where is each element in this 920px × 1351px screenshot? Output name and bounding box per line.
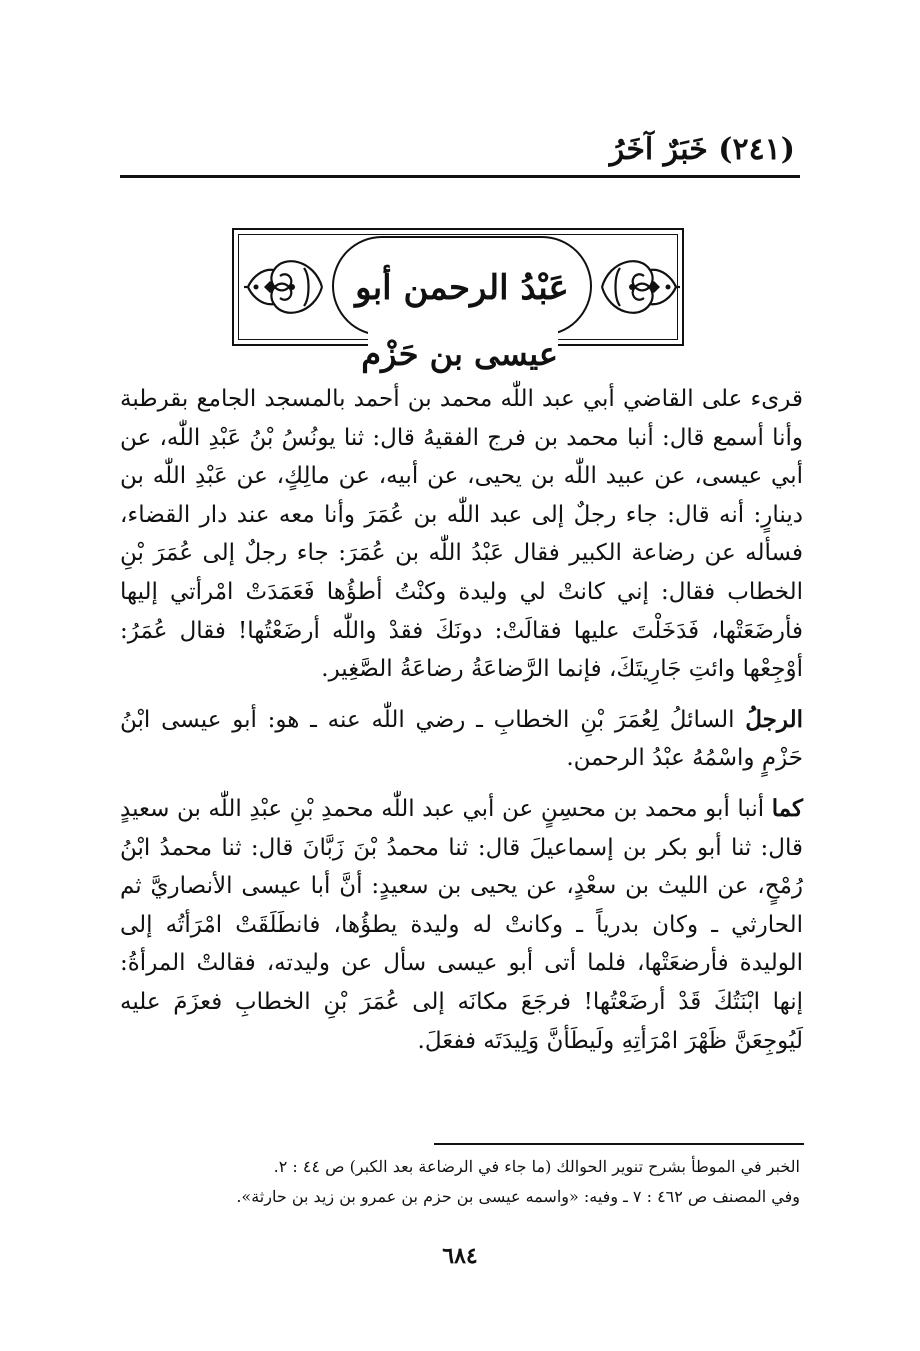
paragraph-1-text: قرىء على القاضي أبي عبد اللّٰه محمد بن أحمد بالمسجد الجامع بقرطبة وأنا أسمع قال: أنبا محمد بن فرج الفقيهُ قال: ثنا يونُسُ بْنُ عَبْدِ اللّٰه، عن أبي عيسى، عن عبيد اللّٰه بن يحيى، عن أبيه، عن مالِكٍ، عن عَبْدِ اللّٰه بن دينارٍ: أنه قال: جاء رجلٌ إلى عبد اللّٰه بن عُمَرَ وأنا معه عند دار القضاء، فسأله عن رضاعة الكبير فقال عَبْدُ اللّٰه بن عُمَرَ: جاء رجلٌ إلى عُمَرَ بْنِ الخطاب فقال: إني كانتْ لي وليدة وكنْتُ أطؤُها فَعَمَدَتْ امْرأتي إليها فأرضَعَتْها، فَدَخَلْتَ عليها فقالَتْ: دونَكَ فقدْ واللّٰه أرضَعْتُها! فقال عُمَرُ: أوْجِعْها وائتِ جَارِيتَكَ، فإنما الرَّضاعَةُ رضاعَةُ الصَّغِير. <box>120 386 803 683</box>
page-number: ٦٨٤ <box>442 1243 478 1269</box>
ornament-right-icon <box>596 248 680 326</box>
paragraph-3 <box>120 790 803 1060</box>
paragraph-1 <box>120 380 803 689</box>
paragraph-2 <box>120 701 803 778</box>
section-title-line-1: عَبْدُ الرحمن أبو <box>355 268 569 308</box>
footnote-rule <box>434 1143 804 1145</box>
footnote-1: الخبر في الموطأ بشرح تنوير الحوالك (ما جاء في الرضاعة بعد الكبر) ص ٤٤ : ٢. <box>273 1157 800 1176</box>
section-title-line-2: عيسى بن حَزْم <box>368 330 558 378</box>
paragraph-2-text: السائلُ لِعُمَرَ بْنِ الخطابِ ـ رضي اللّٰه عنه ـ هو: أبو عيسى ابْنُ حَزْمٍ واسْمُهُ عبْدُ الرحمن. <box>120 706 803 772</box>
running-head: (٢٤١) خَبَرٌ آخَرُ <box>609 132 795 167</box>
footnotes <box>120 1152 800 1212</box>
main-text <box>120 380 803 1060</box>
header-rule <box>120 175 800 178</box>
footnote-2: وفي المصنف ص ٤٦٢ : ٧ ـ وفيه: «واسمه عيسى بن حزم بن عمرو بن زيد بن حارثة». <box>236 1187 800 1206</box>
paragraph-3-lead: كما <box>771 794 803 822</box>
paragraph-3-text: أنبا أبو محمد بن محسِنٍ عن أبي عبد اللّٰه محمدِ بْنِ عبْدِ اللّٰه بن سعيدٍ قال: ثنا أبو بكر بن إسماعيلَ قال: ثنا محمدُ بْنَ زَبَّانَ قال: ثنا محمدُ ابْنُ رُمْحٍ، عن الليث بن سعْدٍ، عن يحيى بن سعيدٍ: أنَّ أبا عيسى الأنصاريَّ ثم الحارثي ـ وكان بدرياً ـ وكانتْ له وليدة يطؤُها، فانطَلَقَتْ امْرَأتُه إلى الوليدة فأرضعَتْها، فلما أتى أبو عيسى سأل عن وليدته، فقالتْ المرأةُ: إنها ابْنَتُكَ قَدْ أرضَعْتُها! فرجَعَ مكانَه إلى عُمَرَ بْنِ الخطابِ فعزَمَ عليه لَيُوجِعَنَّ ظَهْرَ امْرَأتِهِ ولَيطَأنَّ وَلِيدَتَه ففعَلَ. <box>120 795 803 1054</box>
ornament-left-icon <box>244 248 328 326</box>
paragraph-2-lead: الرجلُ <box>745 705 803 733</box>
